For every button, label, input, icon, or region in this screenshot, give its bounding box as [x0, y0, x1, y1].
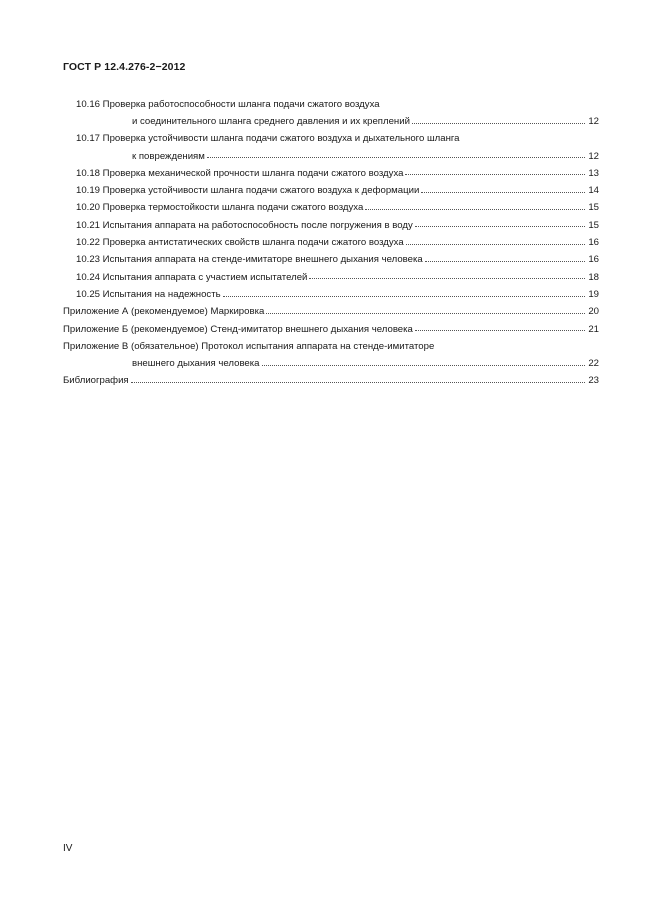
toc-entry: [63, 196, 599, 213]
page-number: IV: [63, 843, 73, 854]
toc-entry-title: 10.20 Проверка термостойкости шланга подачи сжатого воздуха: [76, 202, 364, 214]
toc-entry: [63, 109, 599, 126]
toc-entry-title: Приложение В (обязательное) Протокол испытания аппарата на стенде-имитаторе: [63, 340, 435, 352]
toc-entry: [63, 144, 599, 161]
toc-dot-leader: [223, 296, 585, 297]
toc-entry-title: Приложение Б (рекомендуемое) Стенд-имитатор внешнего дыхания человека: [63, 323, 413, 335]
toc-entry-title: Библиография: [63, 375, 129, 387]
toc-entry: [63, 161, 599, 178]
toc-entry-page: 21: [588, 323, 599, 335]
toc-entry: [63, 369, 599, 386]
toc-dot-leader: [412, 123, 585, 124]
toc-entry: [63, 317, 599, 334]
toc-entry-title: внешнего дыхания человека: [132, 358, 260, 370]
toc-entry-page: 23: [588, 375, 599, 387]
toc-entry-page: 19: [588, 288, 599, 300]
toc-entry-page: 16: [588, 254, 599, 266]
toc-entry-page: 16: [588, 237, 599, 249]
toc-entry: [63, 351, 599, 368]
toc-entry-title: 10.24 Испытания аппарата с участием испытателей: [76, 271, 308, 283]
toc-dot-leader: [406, 244, 585, 245]
toc-entry: [63, 265, 599, 282]
toc-entry-title: 10.17 Проверка устойчивости шланга подачи сжатого воздуха и дыхательного шланга: [76, 133, 460, 145]
toc-dot-leader: [309, 278, 585, 279]
toc-entry-page: 12: [588, 150, 599, 162]
toc-entry-title: 10.25 Испытания на надежность: [76, 288, 221, 300]
document-header: ГОСТ Р 12.4.276-2−2012: [63, 61, 186, 73]
toc-dot-leader: [365, 209, 585, 210]
toc-entry-page: 18: [588, 271, 599, 283]
toc-entry-title: 10.21 Испытания аппарата на работоспособность после погружения в воду: [76, 219, 413, 231]
toc-entry: [63, 92, 599, 109]
toc-entry-title: 10.22 Проверка антистатических свойств шланга подачи сжатого воздуха: [76, 237, 404, 249]
toc-dot-leader: [425, 261, 585, 262]
toc-entry: [63, 248, 599, 265]
toc-entry: [63, 282, 599, 299]
toc-entry-page: 14: [588, 185, 599, 197]
toc-entry-title: 10.18 Проверка механической прочности шланга подачи сжатого воздуха: [76, 167, 404, 179]
toc-entry: [63, 230, 599, 247]
toc-entry-title: и соединительного шланга среднего давления и их креплений: [132, 116, 410, 127]
toc-entry-title: к повреждениям: [132, 150, 205, 162]
toc-entry-title: Приложение А (рекомендуемое) Маркировка: [63, 306, 265, 318]
toc-entry-page: 22: [588, 358, 599, 370]
toc-dot-leader: [415, 226, 585, 227]
toc-entry-title: 10.19 Проверка устойчивости шланга подачи сжатого воздуха к деформации: [76, 185, 420, 197]
toc-dot-leader: [421, 192, 585, 193]
toc-entry-page: 15: [588, 219, 599, 231]
toc-dot-leader: [207, 157, 585, 158]
toc-entry-title: 10.16 Проверка работоспособности шланга подачи сжатого воздуха: [76, 98, 380, 110]
toc-entry-title: 10.23 Испытания аппарата на стенде-имитаторе внешнего дыхания человека: [76, 254, 423, 266]
toc-entry-page: 20: [588, 306, 599, 318]
toc-dot-leader: [131, 382, 585, 383]
toc-dot-leader: [405, 174, 585, 175]
toc-entry: [63, 213, 599, 230]
toc-entry-page: 12: [588, 116, 599, 127]
toc-dot-leader: [266, 313, 585, 314]
toc-entry: [63, 127, 599, 144]
toc-dot-leader: [415, 330, 585, 331]
toc-entry: [63, 300, 599, 317]
toc-entry-page: 15: [588, 202, 599, 214]
toc-entry: [63, 334, 599, 351]
toc-entry: [63, 178, 599, 195]
table-of-contents: [63, 92, 599, 386]
toc-dot-leader: [262, 365, 585, 366]
toc-entry-page: 13: [588, 167, 599, 179]
